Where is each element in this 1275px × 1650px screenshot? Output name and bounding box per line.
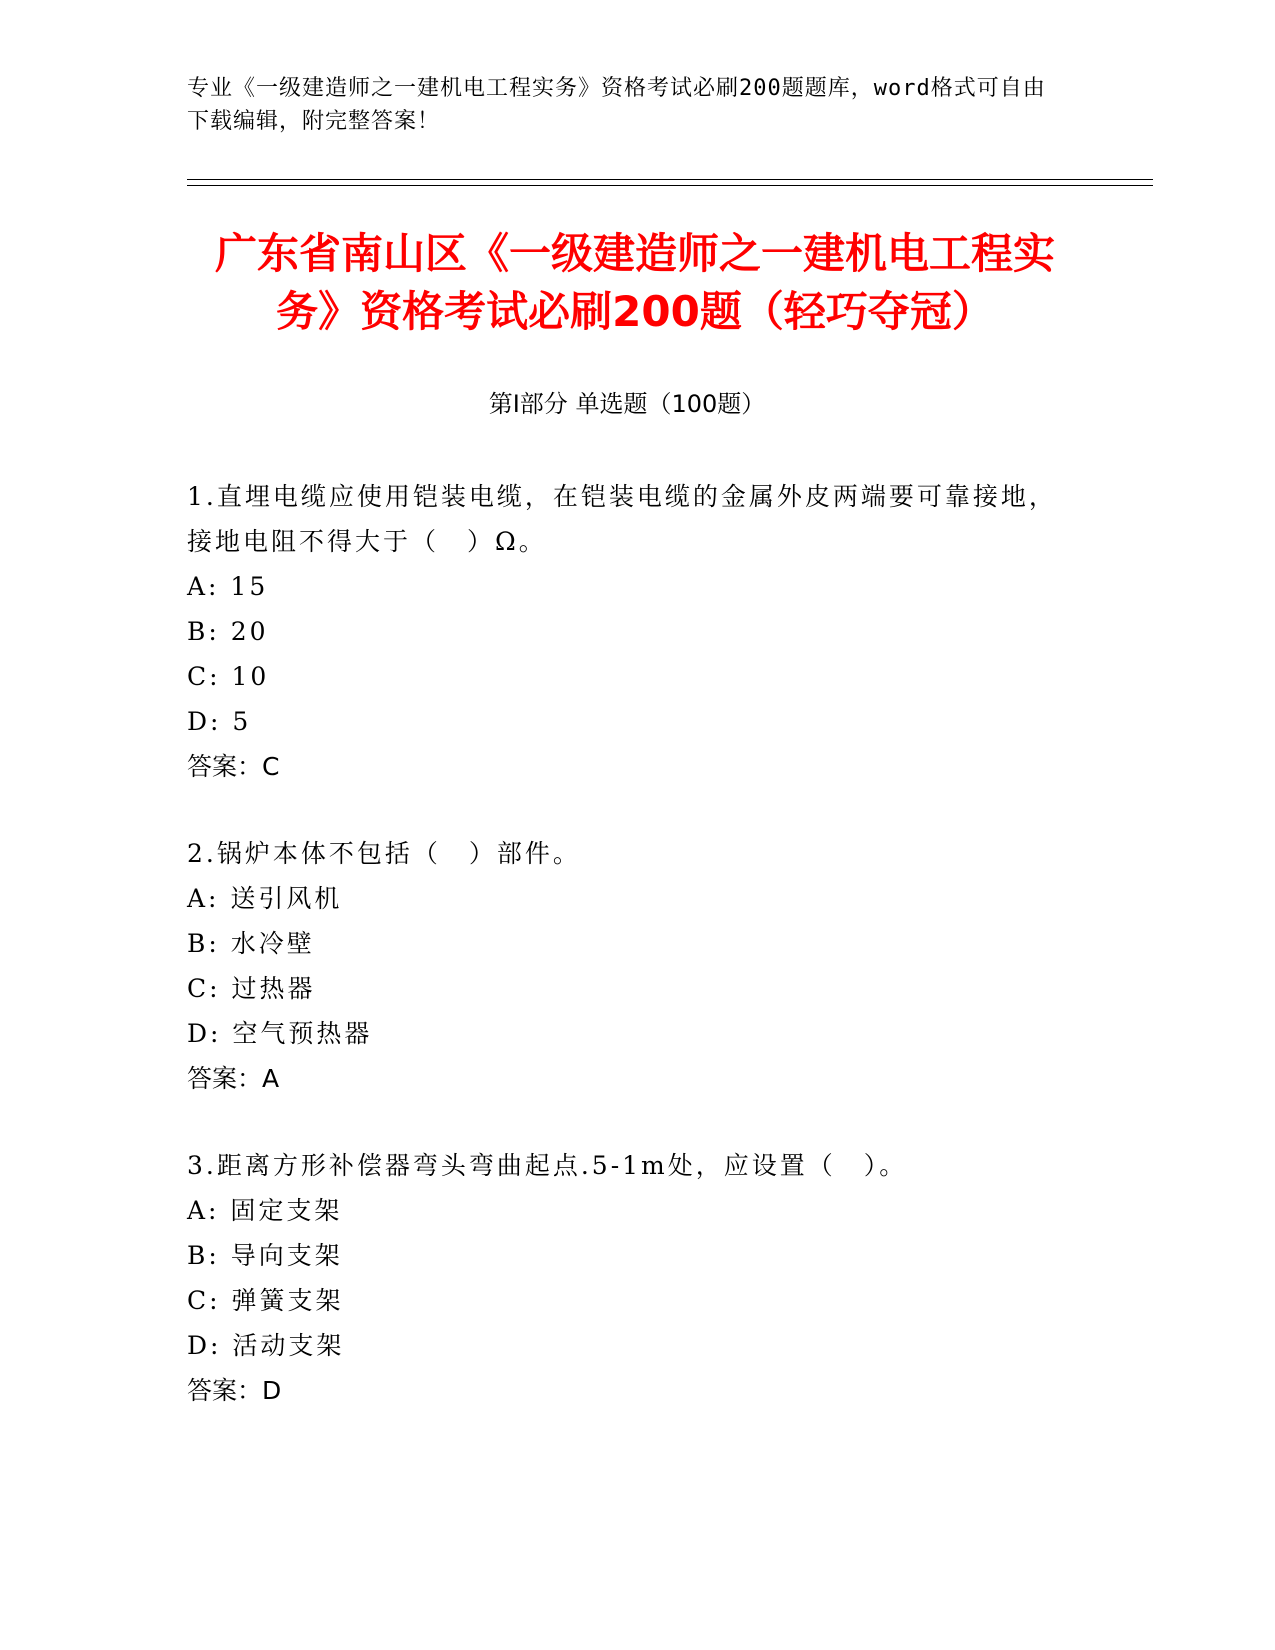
option-a: A: 送引风机	[187, 884, 343, 913]
option-b: B: 水冷壁	[187, 929, 315, 958]
answer: 答案：A	[187, 1064, 280, 1093]
answer: 答案：C	[187, 752, 280, 781]
question-text: 1.直埋电缆应使用铠装电缆，在铠装电缆的金属外皮两端要可靠接地，接地电阻不得大于（ ）Ω。	[187, 482, 1057, 556]
header-rule-top	[187, 179, 1153, 180]
option-b: B: 20	[187, 617, 269, 646]
option-d: D: 5	[187, 707, 252, 736]
question-list	[187, 474, 1067, 1455]
question-text: 3.距离方形补偿器弯头弯曲起点.5-1m处，应设置（ ）。	[187, 1151, 908, 1180]
option-b: B: 导向支架	[187, 1241, 343, 1270]
option-c: C: 过热器	[187, 974, 316, 1003]
header-note: 专业《一级建造师之一建机电工程实务》资格考试必刷200题题库，word格式可自由下载编辑，附完整答案！	[187, 76, 1046, 134]
question-1	[187, 474, 1067, 789]
option-c: C: 10	[187, 662, 270, 691]
answer: 答案：D	[187, 1376, 282, 1405]
question-3	[187, 1143, 1067, 1413]
document-title: 广东省南山区《一级建造师之一建机电工程实务》资格考试必刷200题（轻巧夺冠）	[214, 229, 1055, 336]
option-c: C: 弹簧支架	[187, 1286, 344, 1315]
option-a: A: 15	[187, 572, 269, 601]
question-2	[187, 831, 1067, 1101]
section-title: 第Ⅰ部分 单选题（100题）	[488, 390, 766, 418]
header-rule-bottom	[187, 185, 1153, 186]
question-text: 2.锅炉本体不包括（ ）部件。	[187, 839, 581, 868]
option-a: A: 固定支架	[187, 1196, 343, 1225]
option-d: D: 活动支架	[187, 1331, 345, 1360]
option-d: D: 空气预热器	[187, 1019, 373, 1048]
